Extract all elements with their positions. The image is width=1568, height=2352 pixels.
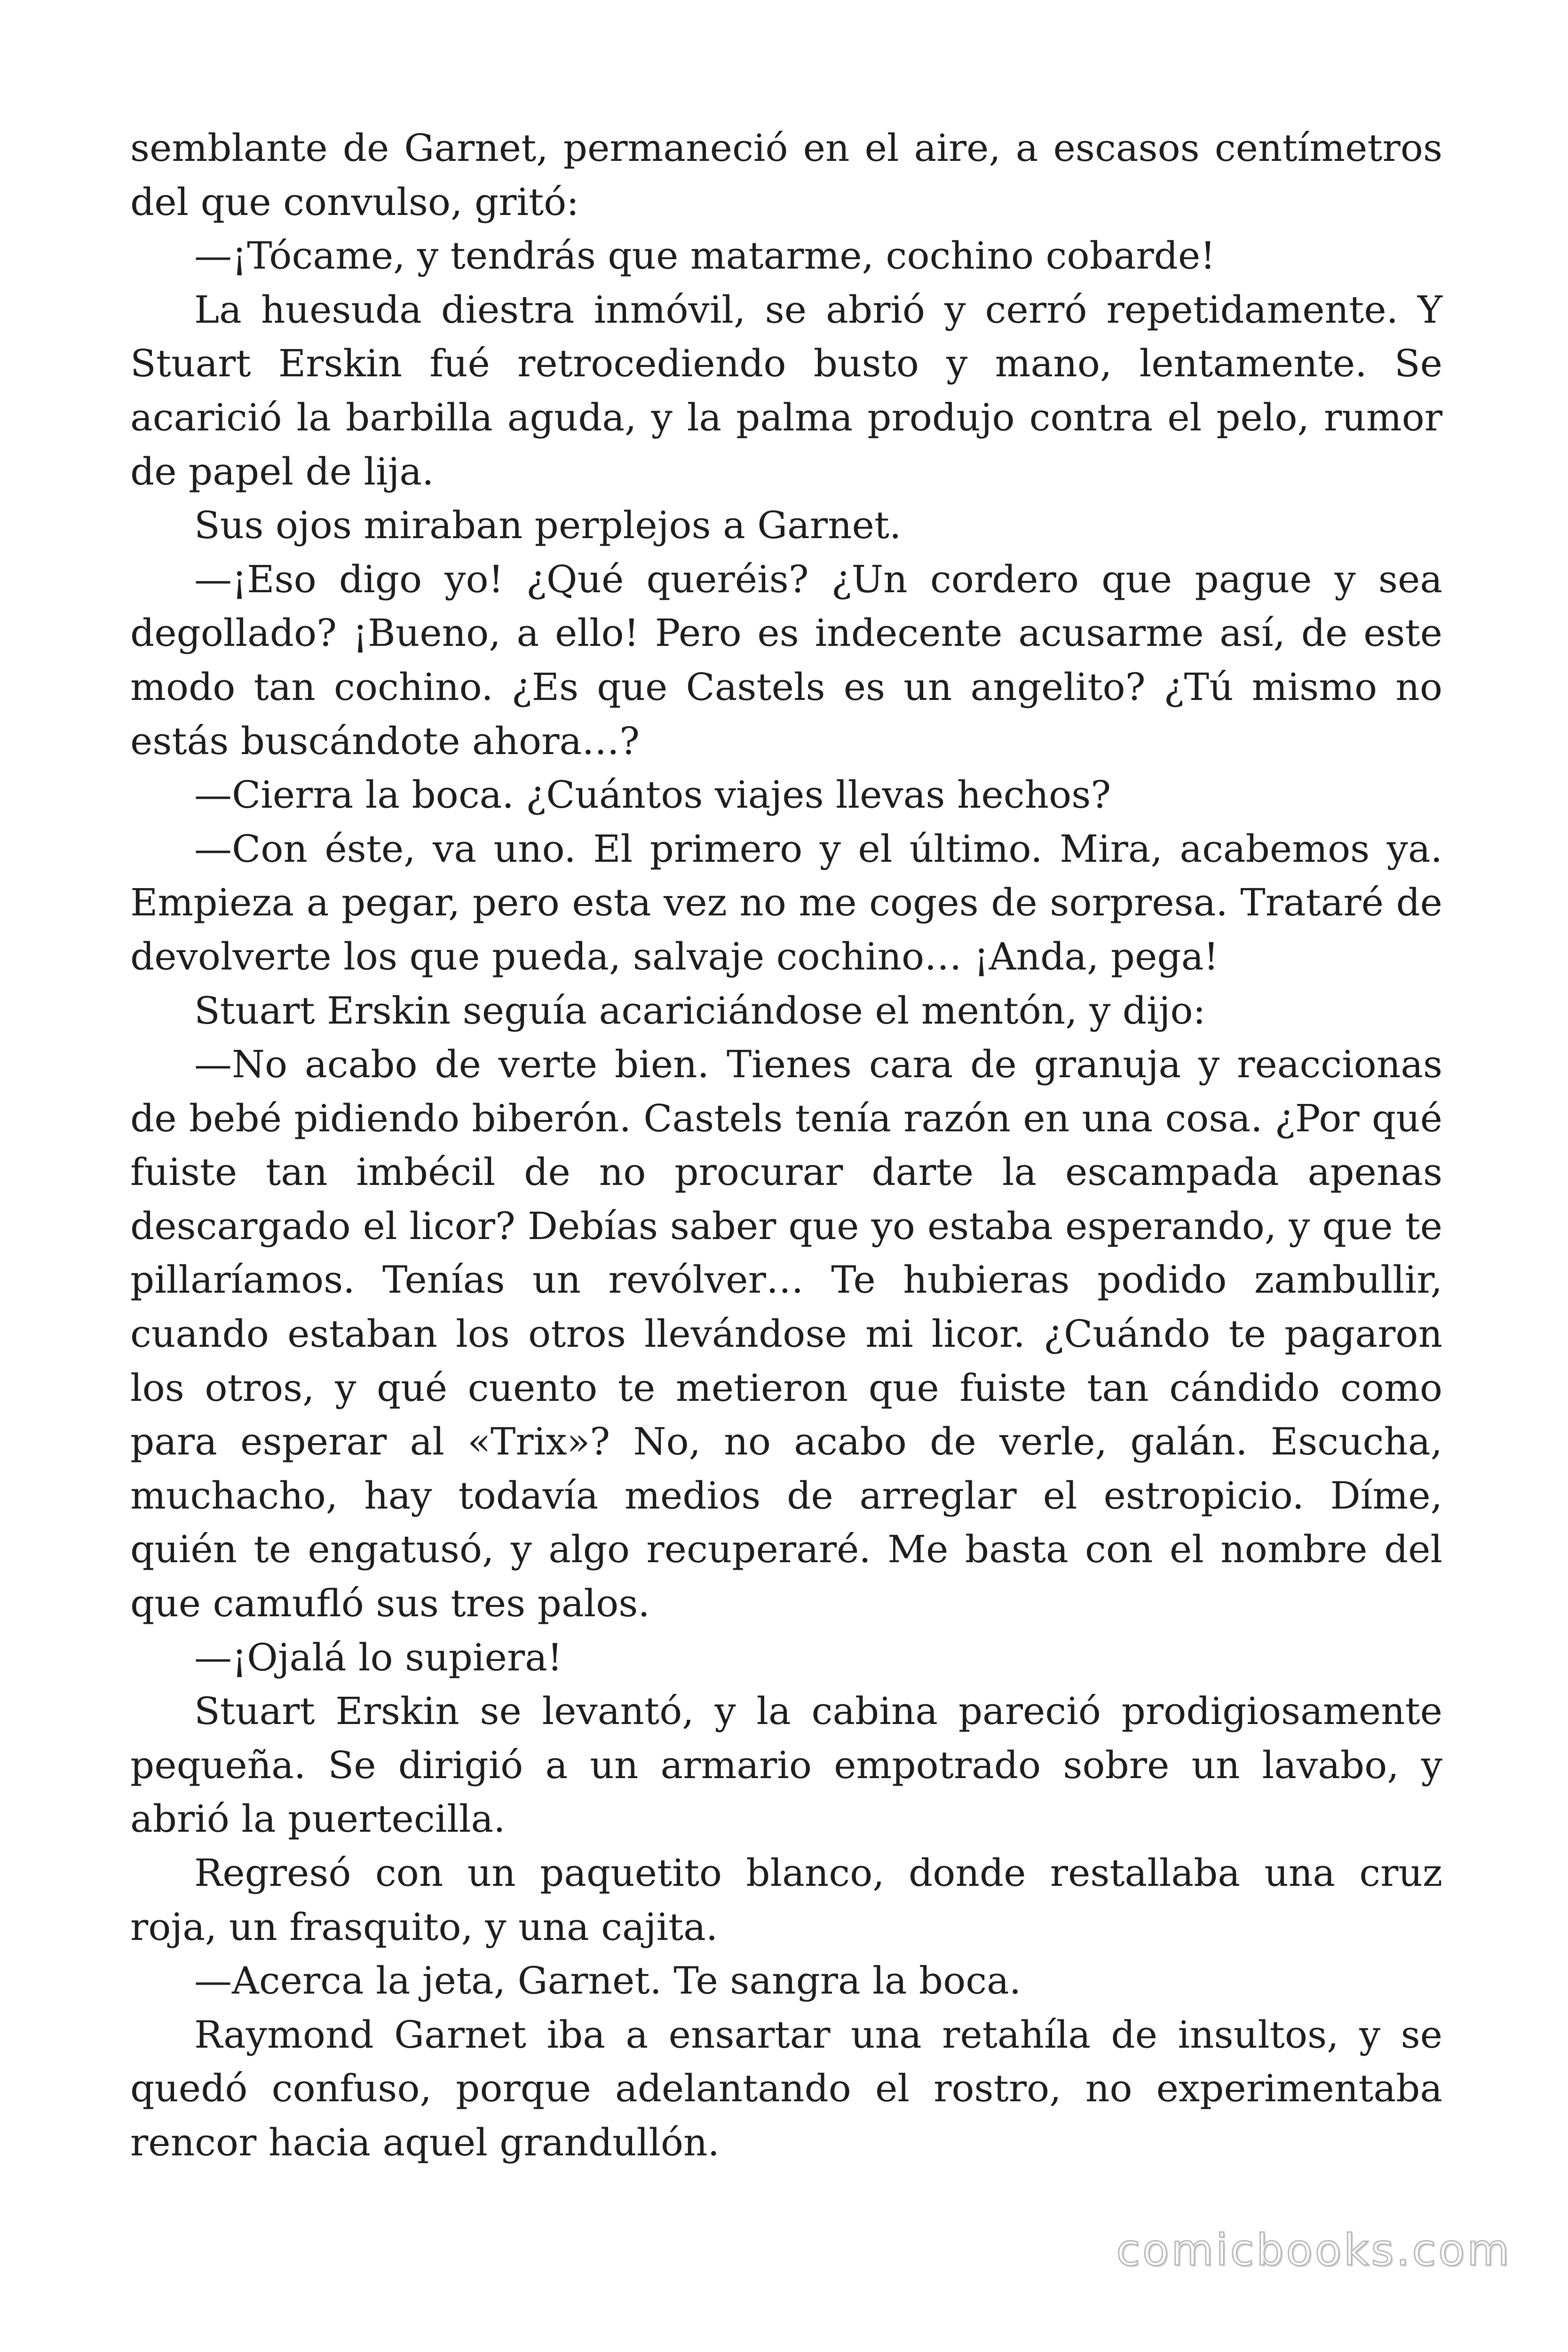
body-text (130, 121, 1442, 2170)
paragraph: Stuart Erskin se levantó, y la cabina pareció prodigiosamente pequeña. Se dirigió a un armario empotrado sobre un lavabo, y abrió la puertecilla. (130, 1689, 1442, 1841)
paragraph: Sus ojos miraban perplejos a Garnet. (194, 503, 902, 548)
paragraph-continuation: semblante de Garnet, permaneció en el aire, a escasos centímetros del que convulso, gritó: (130, 126, 1442, 224)
paragraph: Stuart Erskin seguía acariciándose el mentón, y dijo: (194, 988, 1206, 1033)
paragraph-dialogue: —Con éste, va uno. El primero y el último. Mira, acabemos ya. Empieza a pegar, pero esta vez no me coges de sorpresa. Trataré de devolverte los que pueda, salvaje cochino… ¡Anda, pega! (130, 826, 1442, 978)
paragraph-dialogue: —No acabo de verte bien. Tienes cara de granuja y reaccionas de bebé pidiendo biberón. Castels tenía razón en una cosa. ¿Por qué fuiste tan imbécil de no procurar darte la escampada apenas descargado el licor? Debías saber que yo estaba esperando, y que te pillaríamos. Tenías un revólver… Te hubieras podido zambullir, cuando estaban los otros llevándose mi licor. ¿Cuándo te pagaron los otros, y qué cuento te metieron que fuiste tan cándido como para esperar al «Trix»? No, no acabo de verle, galán. Escucha, muchacho, hay todavía medios de arreglar el estropicio. Díme, quién te engatusó, y algo recuperaré. Me basta con el nombre del que camufló sus tres palos. (130, 1042, 1442, 1626)
paragraph: Raymond Garnet iba a ensartar una retahíla de insultos, y se quedó confuso, porque adelantando el rostro, no experimentaba rencor hacia aquel grandullón. (130, 2012, 1442, 2164)
paragraph-dialogue: —¡Eso digo yo! ¿Qué queréis? ¿Un cordero que pague y sea degollado? ¡Bueno, a ello! Pero es indecente acusarme así, de este modo tan cochino. ¿Es que Castels es un angelito? ¿Tú mismo no estás buscándote ahora…? (130, 557, 1442, 763)
site-watermark: comicbooks.com (1116, 2225, 1512, 2275)
paragraph-dialogue: —Acerca la jeta, Garnet. Te sangra la boca. (194, 1959, 1022, 2003)
paragraph-dialogue: —¡Tócame, y tendrás que matarme, cochino cobarde! (194, 234, 1216, 278)
paragraph: Regresó con un paquetito blanco, donde restallaba una cruz roja, un frasquito, y una cajita. (130, 1851, 1442, 1949)
paragraph-dialogue: —¡Ojalá lo supiera! (194, 1635, 562, 1679)
paragraph-dialogue: —Cierra la boca. ¿Cuántos viajes llevas hechos? (194, 773, 1111, 817)
paragraph: La huesuda diestra inmóvil, se abrió y cerró repetidamente. Y Stuart Erskin fué retrocediendo busto y mano, lentamente. Se acarició la barbilla aguda, y la palma produjo contra el pelo, rumor de papel de lija. (130, 287, 1442, 493)
